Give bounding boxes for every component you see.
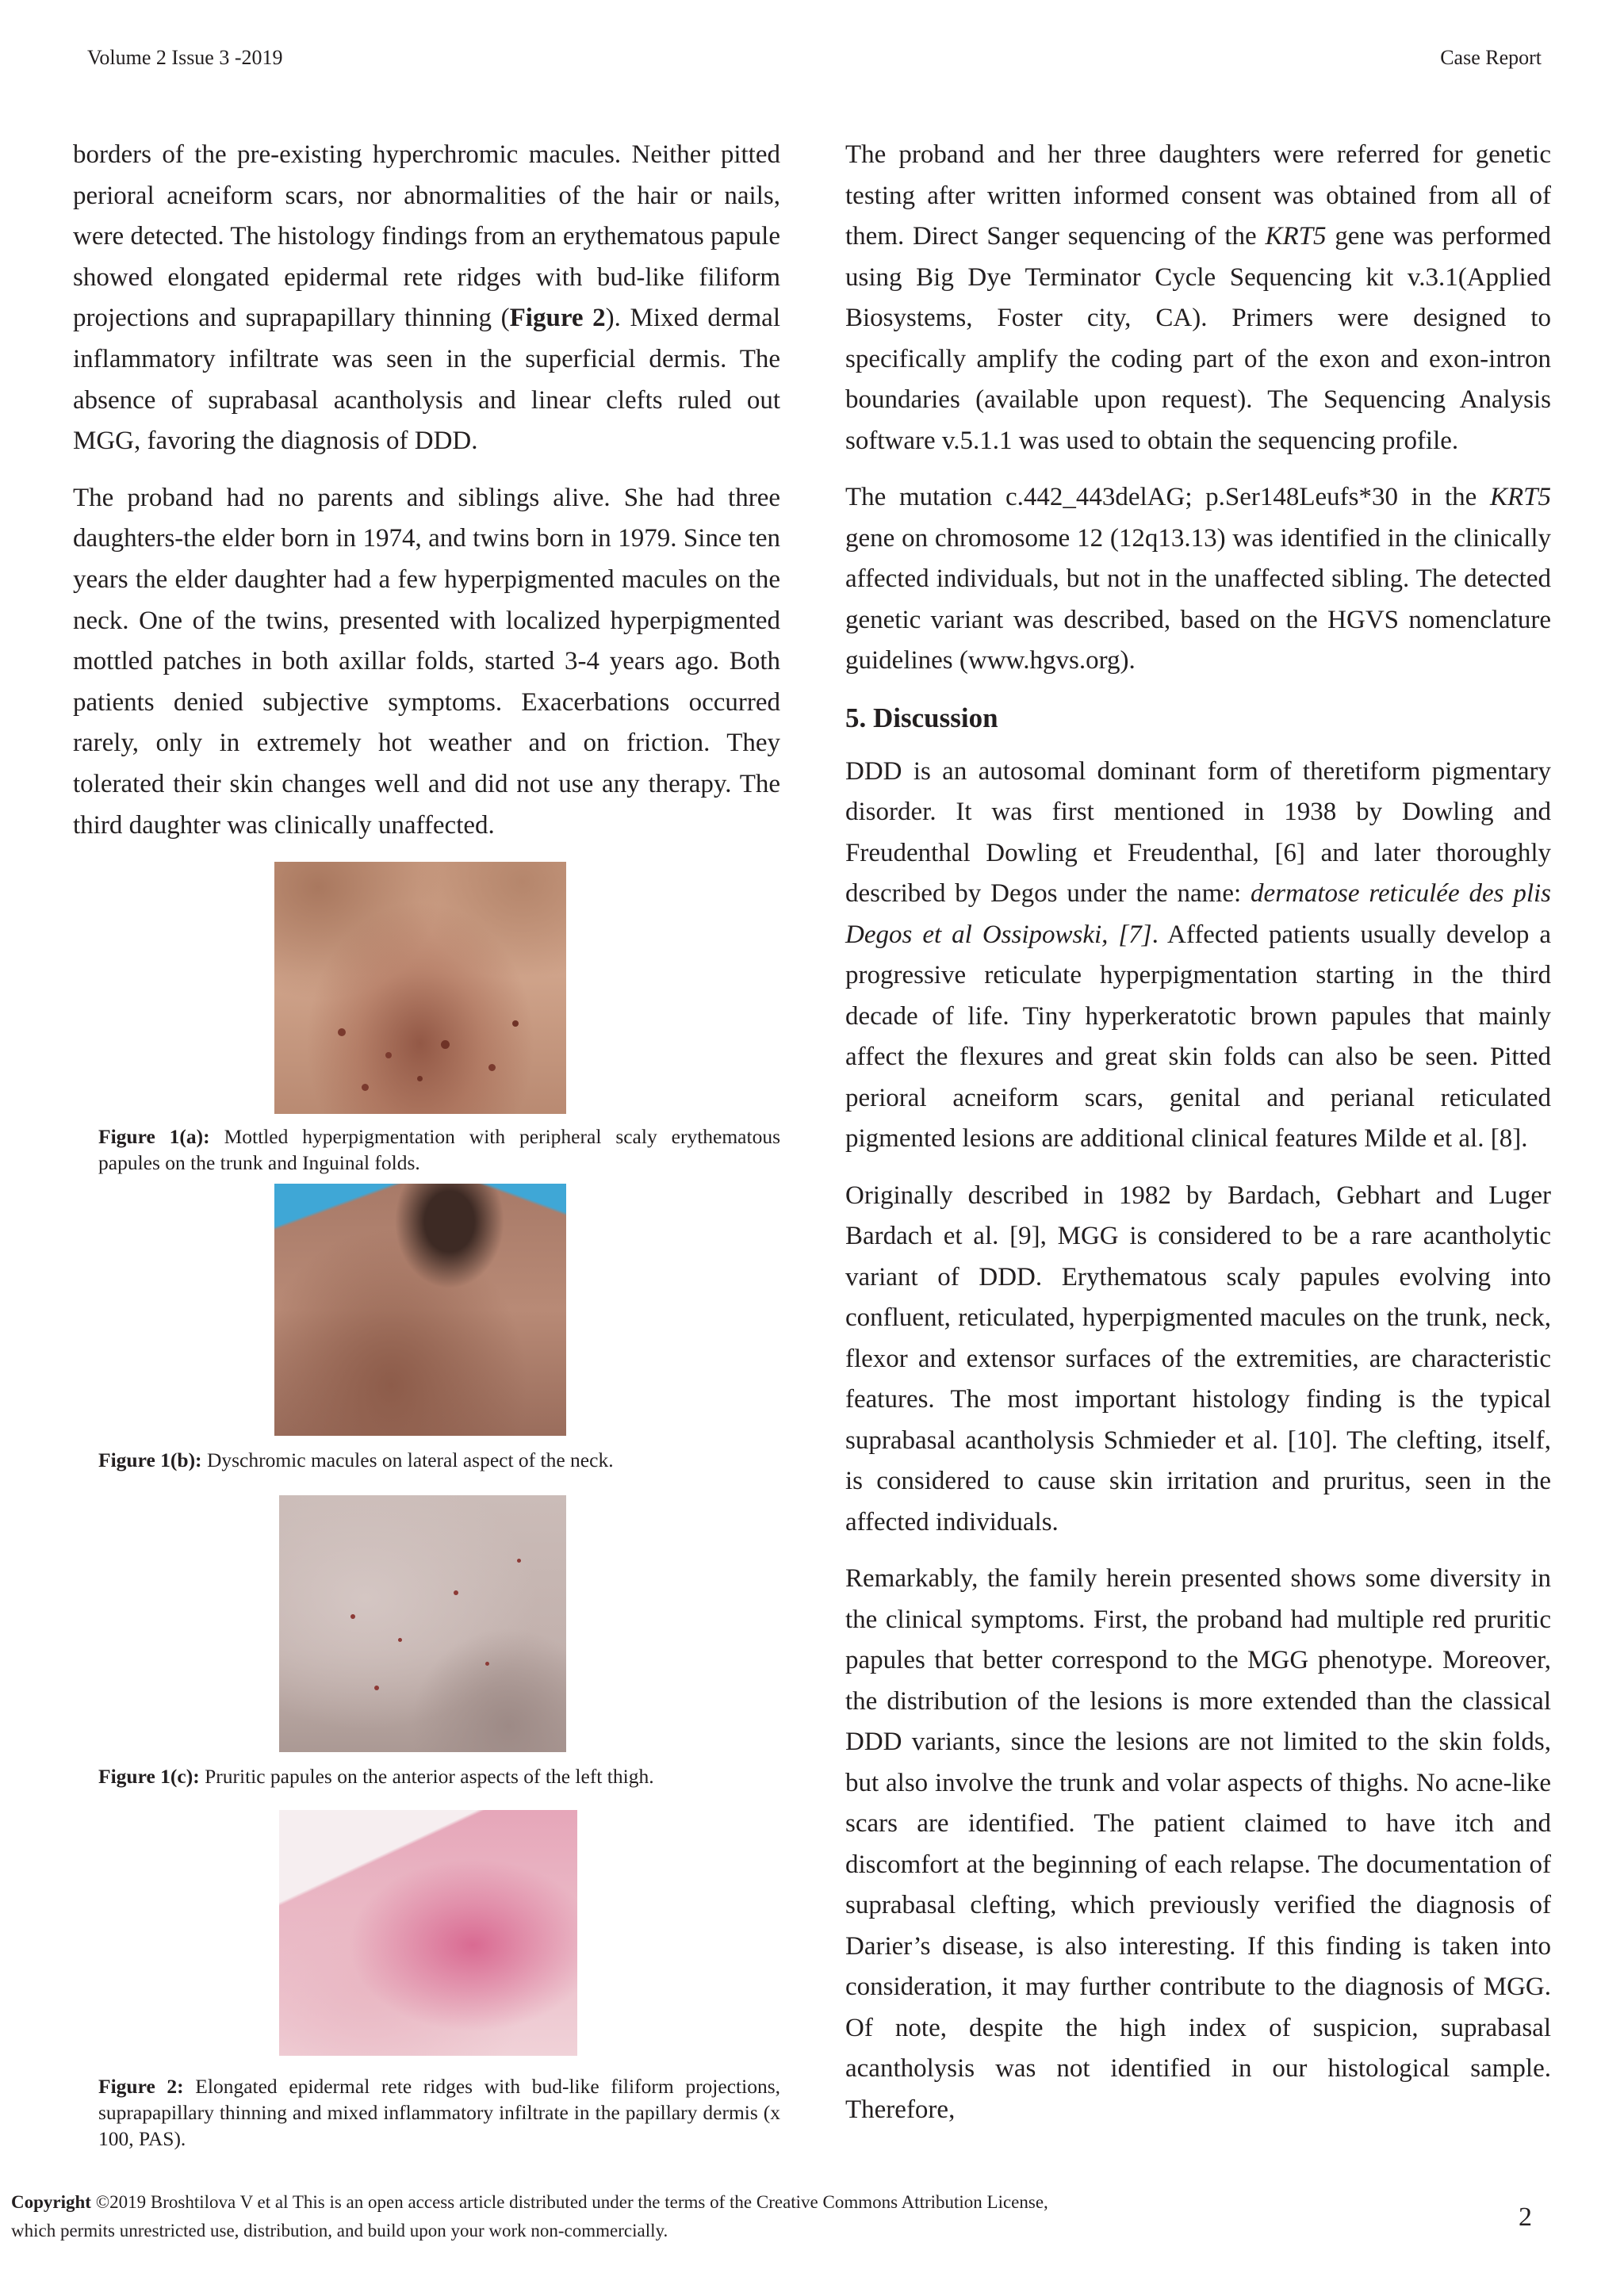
paragraph-genetic-testing: The proband and her three daughters were referred for genetic testing after written informed consent was obtained from all of them. Direct Sanger sequencing of the KRT5 gene was performed using Big Dye Terminator Cycle Sequencing kit v.3.1(Applied Biosystems, Foster city, CA). Primers were designed to specifically amplify the coding part of the exon and exon-intron boundaries (available upon request). The Sequencing Analysis software v.5.1.1 was used to obtain the sequencing profile. bbox=[845, 140, 1552, 455]
right-column bbox=[845, 135, 1551, 2146]
figure-2 bbox=[73, 1810, 780, 2152]
figure-2-image bbox=[279, 1810, 577, 2056]
running-head-volume: Volume 2 Issue 3 -2019 bbox=[87, 46, 283, 69]
left-column bbox=[73, 135, 780, 2152]
copyright-notice: Copyright ©2019 Broshtilova V et al This is an open access article distributed under the terms of the Creative Commons Attribution License, which permits unrestricted use, distribution, and build upon your work non-commercially. bbox=[11, 2192, 1048, 2241]
figure-1a-image bbox=[274, 862, 566, 1114]
paragraph-histology: borders of the pre-existing hyperchromic macules. Neither pitted perioral acneiform scars, nor abnormalities of the hair or nails, were detected. The histology findings from an erythematous papule showed elongated epidermal rete ridges with bud-like filiform projections and suprapapillary thinning (Figure 2). Mixed dermal inflammatory infiltrate was seen in the superficial dermis. The absence of suprabasal acantholysis and linear clefts ruled out MGG, favoring the diagnosis of DDD. bbox=[73, 140, 780, 456]
figure-1c bbox=[73, 1495, 780, 1789]
paragraph-mutation: The mutation c.442_443delAG; p.Ser148Leufs*30 in the KRT5 gene on chromosome 12 (12q13.13) was identified in the clinically affected individuals, but not in the unaffected sibling. The detected genetic variant was described, based on the HGVS nomenclature guidelines (www.hgvs.org). bbox=[845, 483, 1551, 675]
figure-1b bbox=[73, 1184, 780, 1473]
figure-1b-image bbox=[274, 1184, 566, 1436]
figure-1b-caption: Figure 1(b): Dyschromic macules on lateral aspect of the neck. bbox=[98, 1448, 614, 1472]
gene-name: KRT5 bbox=[1265, 222, 1327, 251]
figure-1a bbox=[73, 862, 780, 1176]
paragraph-diversity: Remarkably, the family herein presented shows some diversity in the clinical symptoms. First, the proband had multiple red pruritic papules that better correspond to the MGG phenotype. Moreover, the distribution of the lesions is more extended than the classical DDD variants, since the lesions are not limited to the skin folds, but also involve the trunk and volar aspects of thighs. No acne-like scars are identified. The patient claimed to have itch and discomfort at the beginning of each relapse. The documentation of suprabasal clefting, which previously verified the diagnosis of Darier’s disease, is also interesting. If this finding is taken into consideration, it may further contribute to the diagnosis of MGG. Of note, despite the high index of suspicion, suprabasal acantholysis was not identified in our histological sample. Therefore, bbox=[845, 1564, 1551, 2124]
paragraph-ddd: DDD is an autosomal dominant form of theretiform pigmentary disorder. It was first mentioned in 1938 by Dowling and Freudenthal Dowling et Freudenthal, [6] and later thoroughly described by Degos under the name: dermatose reticulée des plis Degos et al Ossipowski, [7]. Affected patients usually develop a progressive reticulate hyperpigmentation starting in the third decade of life. Tiny hyperkeratotic brown papules that mainly affect the flexures and great skin folds can also be seen. Pitted perioral acneiform scars, genital and perianal reticulated pigmented lesions are additional clinical features Milde et al. [8]. bbox=[845, 756, 1551, 1153]
figure-1c-caption: Figure 1(c): Pruritic papules on the anterior aspects of the left thigh. bbox=[98, 1765, 654, 1789]
figure-1c-image bbox=[279, 1495, 566, 1752]
page-number: 2 bbox=[1519, 2202, 1532, 2232]
paragraph-mgg: Originally described in 1982 by Bardach, Gebhart and Luger Bardach et al. [9], MGG is considered to be a rare acantholytic variant of DDD. Erythematous scaly papules evolving into confluent, reticulated, hyperpigmented macules on the trunk, neck, flexor and extensor surfaces of the extremities, are characteristic features. The most important histology finding is the typical suprabasal acantholysis Schmieder et al. [10]. The clefting, itself, is considered to cause skin irritation and pruritus, seen in the affected individuals. bbox=[845, 1181, 1551, 1536]
running-head-article-type: Case Report bbox=[1440, 46, 1542, 69]
figure-1a-caption: Figure 1(a): Mottled hyperpigmentation with peripheral scaly erythematous papules on the trunk and Inguinal folds. bbox=[98, 1125, 781, 1175]
section-heading-discussion: 5. Discussion bbox=[845, 702, 998, 733]
figure-ref: Figure 2 bbox=[509, 304, 606, 333]
figure-2-caption: Figure 2: Elongated epidermal rete ridges with bud-like filiform projections, suprapapillary thinning and mixed inflammatory infiltrate in the papillary dermis (x 100, PAS). bbox=[98, 2075, 780, 2151]
gene-name: KRT5 bbox=[1489, 483, 1551, 511]
paragraph-family-history: The proband had no parents and siblings alive. She had three daughters-the elder born in 1974, and twins born in 1979. Since ten years the elder daughter had a few hyperpigmented macules on the neck. One of the twins, presented with localized hyperpigmented mottled patches in both axillar folds, started 3-4 years ago. Both patients denied subjective symptoms. Exacerbations occurred rarely, only in extremely hot weather and on friction. They tolerated their skin changes well and did not use any therapy. The third daughter was clinically unaffected. bbox=[73, 483, 780, 840]
